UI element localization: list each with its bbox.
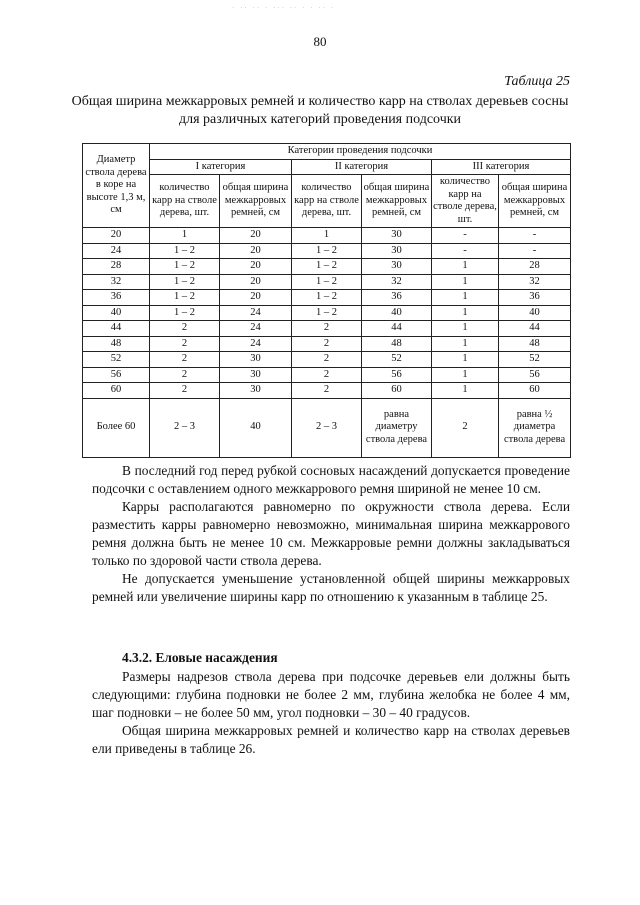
table-cell: 24 xyxy=(220,321,292,337)
table-cell: 1 xyxy=(150,228,220,244)
table-row xyxy=(83,228,571,244)
table-cell: 52 xyxy=(499,352,571,368)
table-cell: 56 xyxy=(362,367,432,383)
table-cell: 2 xyxy=(150,383,220,399)
paragraph: Размеры надрезов ствола дерева при подсочке деревьев ели должны быть следующими: глубина подновки не более 2 мм, глубина желобка не более 4 мм, шаг подновки – не более 50 мм, угол подновки – 30 – 40 градусов. xyxy=(92,669,570,720)
table-row xyxy=(83,274,571,290)
table-cell: 44 xyxy=(362,321,432,337)
text-block-2 xyxy=(92,668,570,758)
table-cell: 1 xyxy=(292,228,362,244)
table-cell: 1 xyxy=(432,259,499,275)
table-cell: 36 xyxy=(362,290,432,306)
table-cell: 30 xyxy=(220,352,292,368)
data-table xyxy=(82,143,571,458)
table-body xyxy=(83,228,571,458)
table-cell: 44 xyxy=(83,321,150,337)
table-cell: 40 xyxy=(362,305,432,321)
header-category-1: I категория xyxy=(150,159,292,175)
table-label: Таблица 25 xyxy=(504,74,570,89)
paragraph: Не допускается уменьшение установленной общей ширины межкарровых ремней или увеличение ширины карр по отношению к указанным в таблице 25. xyxy=(92,571,570,604)
table-cell: 48 xyxy=(83,336,150,352)
header-category-2: II категория xyxy=(292,159,432,175)
table-cell: 24 xyxy=(220,336,292,352)
table-cell: 1 – 2 xyxy=(292,290,362,306)
table-cell: 56 xyxy=(83,367,150,383)
table-cell: 32 xyxy=(83,274,150,290)
header-categories: Категории проведения подсочки xyxy=(150,144,571,160)
table-cell: 30 xyxy=(220,383,292,399)
table-row xyxy=(83,398,571,457)
table-cell: 28 xyxy=(499,259,571,275)
table-row xyxy=(83,336,571,352)
table-cell: 24 xyxy=(220,305,292,321)
table-row xyxy=(83,367,571,383)
table-cell: 48 xyxy=(362,336,432,352)
table-cell: 2 xyxy=(432,398,499,457)
table-title: Общая ширина межкарровых ремней и количество карр на стволах деревьев сосны для различных категорий проведения подсочки xyxy=(71,94,569,127)
table-cell: 1 – 2 xyxy=(150,290,220,306)
table-cell: 52 xyxy=(83,352,150,368)
table-cell: равна диаметру ствола дерева xyxy=(362,398,432,457)
table-cell: 28 xyxy=(83,259,150,275)
table-cell: 20 xyxy=(220,259,292,275)
table-cell: равна ½ диаметра ствола дерева xyxy=(499,398,571,457)
header-diameter: Диаметр ствола дерева в коре на высоте 1,3 м, см xyxy=(83,144,150,228)
table-cell: 1 – 2 xyxy=(150,259,220,275)
table-cell: 52 xyxy=(362,352,432,368)
table-cell: 1 xyxy=(432,305,499,321)
header-width: общая ширина межкарровых ремней, см xyxy=(499,175,571,228)
table-cell: - xyxy=(499,228,571,244)
header-category-3: III категория xyxy=(432,159,571,175)
table-cell: 2 xyxy=(292,367,362,383)
table-cell: Более 60 xyxy=(83,398,150,457)
table-cell: 2 xyxy=(292,321,362,337)
table-cell: 20 xyxy=(220,228,292,244)
table-cell: 40 xyxy=(220,398,292,457)
table-cell: 1 xyxy=(432,290,499,306)
table-cell: 2 xyxy=(150,352,220,368)
table-cell: 1 – 2 xyxy=(150,274,220,290)
table-cell: 60 xyxy=(83,383,150,399)
table-cell: 32 xyxy=(362,274,432,290)
table-row xyxy=(83,290,571,306)
table-cell: 1 xyxy=(432,367,499,383)
table-cell: 36 xyxy=(83,290,150,306)
table-cell: 20 xyxy=(220,274,292,290)
header-count: количество карр на стволе дерева, шт. xyxy=(292,175,362,228)
paragraph: В последний год перед рубкой сосновых насаждений допускается проведение подсочки с оставлением одного межкаррового ремня шириной не менее 10 см. xyxy=(92,463,570,496)
table-cell: 2 xyxy=(150,336,220,352)
table-row xyxy=(83,243,571,259)
table-cell: 1 – 2 xyxy=(292,259,362,275)
table-cell: 24 xyxy=(83,243,150,259)
table-cell: 48 xyxy=(499,336,571,352)
header-count: количество карр на стволе дерева, шт. xyxy=(150,175,220,228)
table-cell: 2 xyxy=(150,321,220,337)
table-cell: 2 xyxy=(292,383,362,399)
text-block-1 xyxy=(92,462,570,606)
table-cell: 30 xyxy=(362,259,432,275)
table-cell: - xyxy=(432,243,499,259)
table-cell: 30 xyxy=(362,243,432,259)
table-cell: 2 xyxy=(292,336,362,352)
table-cell: 40 xyxy=(499,305,571,321)
table-cell: 1 xyxy=(432,321,499,337)
table-cell: 32 xyxy=(499,274,571,290)
table-cell: 2 – 3 xyxy=(150,398,220,457)
table-row xyxy=(83,352,571,368)
table-cell: 2 xyxy=(292,352,362,368)
header-width: общая ширина межкарровых ремней, см xyxy=(220,175,292,228)
table-cell: 1 – 2 xyxy=(292,243,362,259)
table-cell: 1 xyxy=(432,336,499,352)
table-cell: 36 xyxy=(499,290,571,306)
table-cell: 30 xyxy=(220,367,292,383)
table-cell: 1 – 2 xyxy=(292,305,362,321)
table-cell: 1 – 2 xyxy=(150,243,220,259)
table-cell: 1 xyxy=(432,352,499,368)
table-cell: 20 xyxy=(83,228,150,244)
table-cell: 20 xyxy=(220,290,292,306)
scan-artifact: · ·· ·· · ··· ·· · · ·· · xyxy=(232,4,336,12)
header-count: количество карр на стволе дерева, шт. xyxy=(432,175,499,228)
table-cell: 1 – 2 xyxy=(150,305,220,321)
table-row xyxy=(83,321,571,337)
page-number: 80 xyxy=(313,34,327,49)
table-cell: 30 xyxy=(362,228,432,244)
header-width: общая ширина межкарровых ремней, см xyxy=(362,175,432,228)
table-row xyxy=(83,305,571,321)
table-cell: 44 xyxy=(499,321,571,337)
table-cell: 2 – 3 xyxy=(292,398,362,457)
table-cell: - xyxy=(432,228,499,244)
paragraph: Карры располагаются равномерно по окружности ствола дерева. Если разместить карры равномерно невозможно, минимальная ширина межкаррового ремня должна быть не менее 10 см. Межкарровые ремни должны закладываться только по здоровой части ствола дерева. xyxy=(92,499,570,568)
table-row xyxy=(83,259,571,275)
table-cell: 1 xyxy=(432,274,499,290)
table-cell: 2 xyxy=(150,367,220,383)
table-cell: 60 xyxy=(362,383,432,399)
table-row xyxy=(83,383,571,399)
table-cell: 1 xyxy=(432,383,499,399)
table-cell: - xyxy=(499,243,571,259)
table-cell: 1 – 2 xyxy=(292,274,362,290)
table-cell: 56 xyxy=(499,367,571,383)
section-heading: 4.3.2. Еловые насаждения xyxy=(122,650,278,665)
table-cell: 40 xyxy=(83,305,150,321)
table-cell: 20 xyxy=(220,243,292,259)
table-cell: 60 xyxy=(499,383,571,399)
paragraph: Общая ширина межкарровых ремней и количество карр на стволах деревьев ели приведены в таблице 26. xyxy=(92,723,570,756)
